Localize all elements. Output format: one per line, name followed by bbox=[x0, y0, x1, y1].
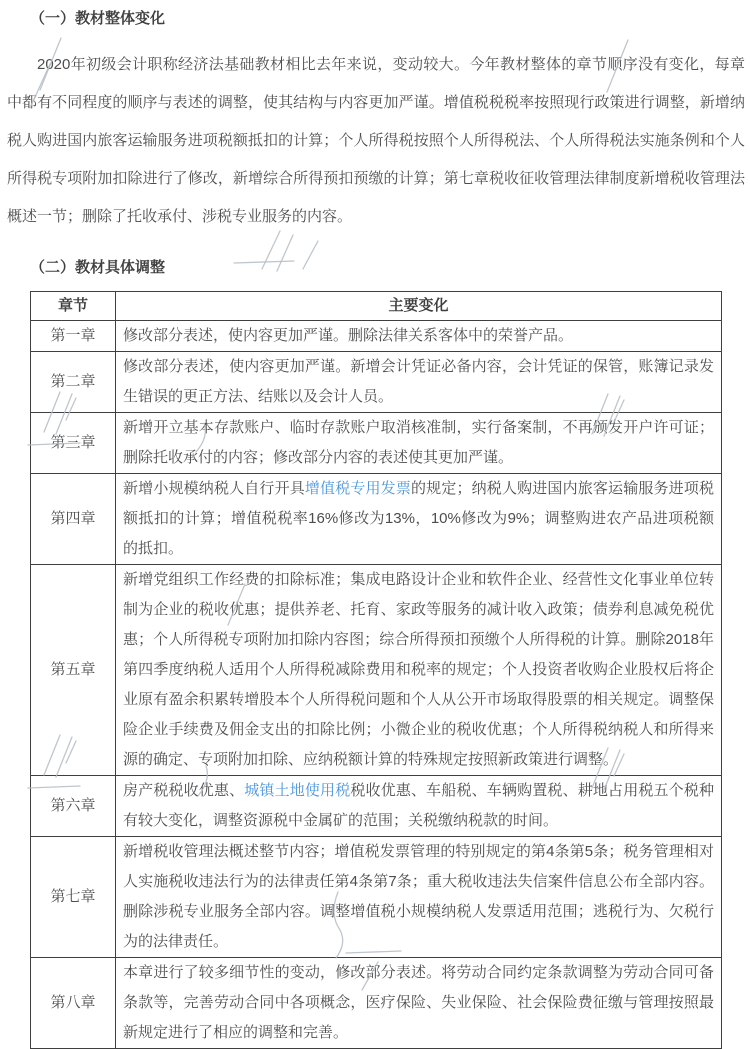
changes-text: 新增党组织工作经费的扣除标准；集成电路设计企业和软件企业、经营性文化事业单位转制为企业的税收优惠；提供养老、托育、家政等服务的减计收入政策；债券利息减免税优惠；个人所得税专项附加扣除内容图；综合所得预扣预缴个人所得税的计算。删除2018年第四季度纳税人适用个人所得税减除费用和税率的规定；个人投资者收购企业股权后将企业原有盈余积累转增股本个人所得税问题和个人从公开市场取得股票的相关规定。调整保险企业手续费及佣金支出的扣除比例；小微企业的税收优惠；个人所得税纳税人和所得来源的确定、专项附加扣除、应纳税额计算的特殊规定按照新政策进行调整。 bbox=[123, 571, 714, 768]
changes-cell bbox=[116, 474, 722, 565]
table-row bbox=[31, 413, 722, 474]
overview-paragraph: 2020年初级会计职称经济法基础教材相比去年来说，变动较大。今年教材整体的章节顺序没有变化，每章中都有不同程度的顺序与表述的调整，使其结构与内容更加严谨。增值税税税率按照现行政策进行调整，新增纳税人购进国内旅客运输服务进项税额抵扣的计算；个人所得税按照个人所得税法、个人所得税法实施条例和个人所得税专项附加扣除进行了修改，新增综合所得预扣预缴的计算；第七章税收征收管理法律制度新增税收管理法概述一节；删除了托收承付、涉税专业服务的内容。 bbox=[7, 56, 745, 225]
changes-cell bbox=[116, 776, 722, 837]
chapter-cell: 第三章 bbox=[31, 413, 116, 474]
table-row bbox=[31, 958, 722, 1049]
chapter-cell: 第四章 bbox=[31, 474, 116, 565]
table-row bbox=[31, 565, 722, 776]
changes-cell bbox=[116, 413, 722, 474]
column-header-main-changes: 主要变化 bbox=[116, 292, 722, 321]
table-row bbox=[31, 321, 722, 352]
changes-cell bbox=[116, 837, 722, 958]
chapter-cell: 第七章 bbox=[31, 837, 116, 958]
table-row bbox=[31, 776, 722, 837]
changes-cell bbox=[116, 352, 722, 413]
inline-term-link[interactable]: 增值税专用发票 bbox=[304, 480, 411, 497]
chapter-cell: 第二章 bbox=[31, 352, 116, 413]
inline-term-link[interactable]: 城镇土地使用税 bbox=[244, 782, 351, 799]
changes-text: 新增开立基本存款账户、临时存款账户取消核准制，实行备案制，不再颁发开户许可证；删除托收承付的内容；修改部分内容的表述使其更加严谨。 bbox=[123, 419, 714, 466]
chapter-cell: 第一章 bbox=[31, 321, 116, 352]
changes-text: 修改部分表述，使内容更加严谨。新增会计凭证必备内容，会计凭证的保管，账簿记录发生错误的更正方法、结账以及会计人员。 bbox=[123, 358, 714, 405]
table-row bbox=[31, 474, 722, 565]
changes-text: 本章进行了较多细节性的变动，修改部分表述。将劳动合同约定条款调整为劳动合同可备条款等，完善劳动合同中各项概念，医疗保险、失业保险、社会保险费征缴与管理按照最新规定进行了相应的调整和完善。 bbox=[123, 964, 714, 1041]
changes-cell bbox=[116, 565, 722, 776]
column-header-chapter: 章节 bbox=[31, 292, 116, 321]
changes-text: 房产税税收优惠、 bbox=[123, 782, 245, 799]
changes-text: 修改部分表述，使内容更加严谨。删除法律关系客体中的荣誉产品。 bbox=[123, 327, 574, 344]
changes-text: 的规定；纳税人购进国内旅客运输服务进项税额抵扣的计算；增值税税率16%修改为13%，10%修改为9%；调整购进农产品进项税额的抵扣。 bbox=[123, 480, 714, 557]
table-row bbox=[31, 837, 722, 958]
section-2-heading: （二）教材具体调整 bbox=[30, 259, 166, 276]
chapter-cell: 第八章 bbox=[31, 958, 116, 1049]
changes-text: 新增小规模纳税人自行开具 bbox=[123, 480, 305, 497]
chapter-cell: 第六章 bbox=[31, 776, 116, 837]
changes-text: 税收优惠、车船税、车辆购置税、耕地占用税五个税种有较大变化，调整资源税中金属矿的范围；关税缴纳税款的时间。 bbox=[123, 782, 714, 829]
changes-cell bbox=[116, 958, 722, 1049]
changes-cell bbox=[116, 321, 722, 352]
table-header-row bbox=[31, 292, 722, 321]
changes-table bbox=[30, 291, 722, 1049]
chapter-cell: 第五章 bbox=[31, 565, 116, 776]
section-1-heading: （一）教材整体变化 bbox=[30, 10, 166, 27]
changes-text: 新增税收管理法概述整节内容；增值税发票管理的特别规定的第4条第5条；税务管理相对人实施税收违法行为的法律责任第4条第7条；重大税收违法失信案件信息公布全部内容。删除涉税专业服务全部内容。调整增值税小规模纳税人发票适用范围；逃税行为、欠税行为的法律责任。 bbox=[123, 843, 714, 950]
table-row bbox=[31, 352, 722, 413]
